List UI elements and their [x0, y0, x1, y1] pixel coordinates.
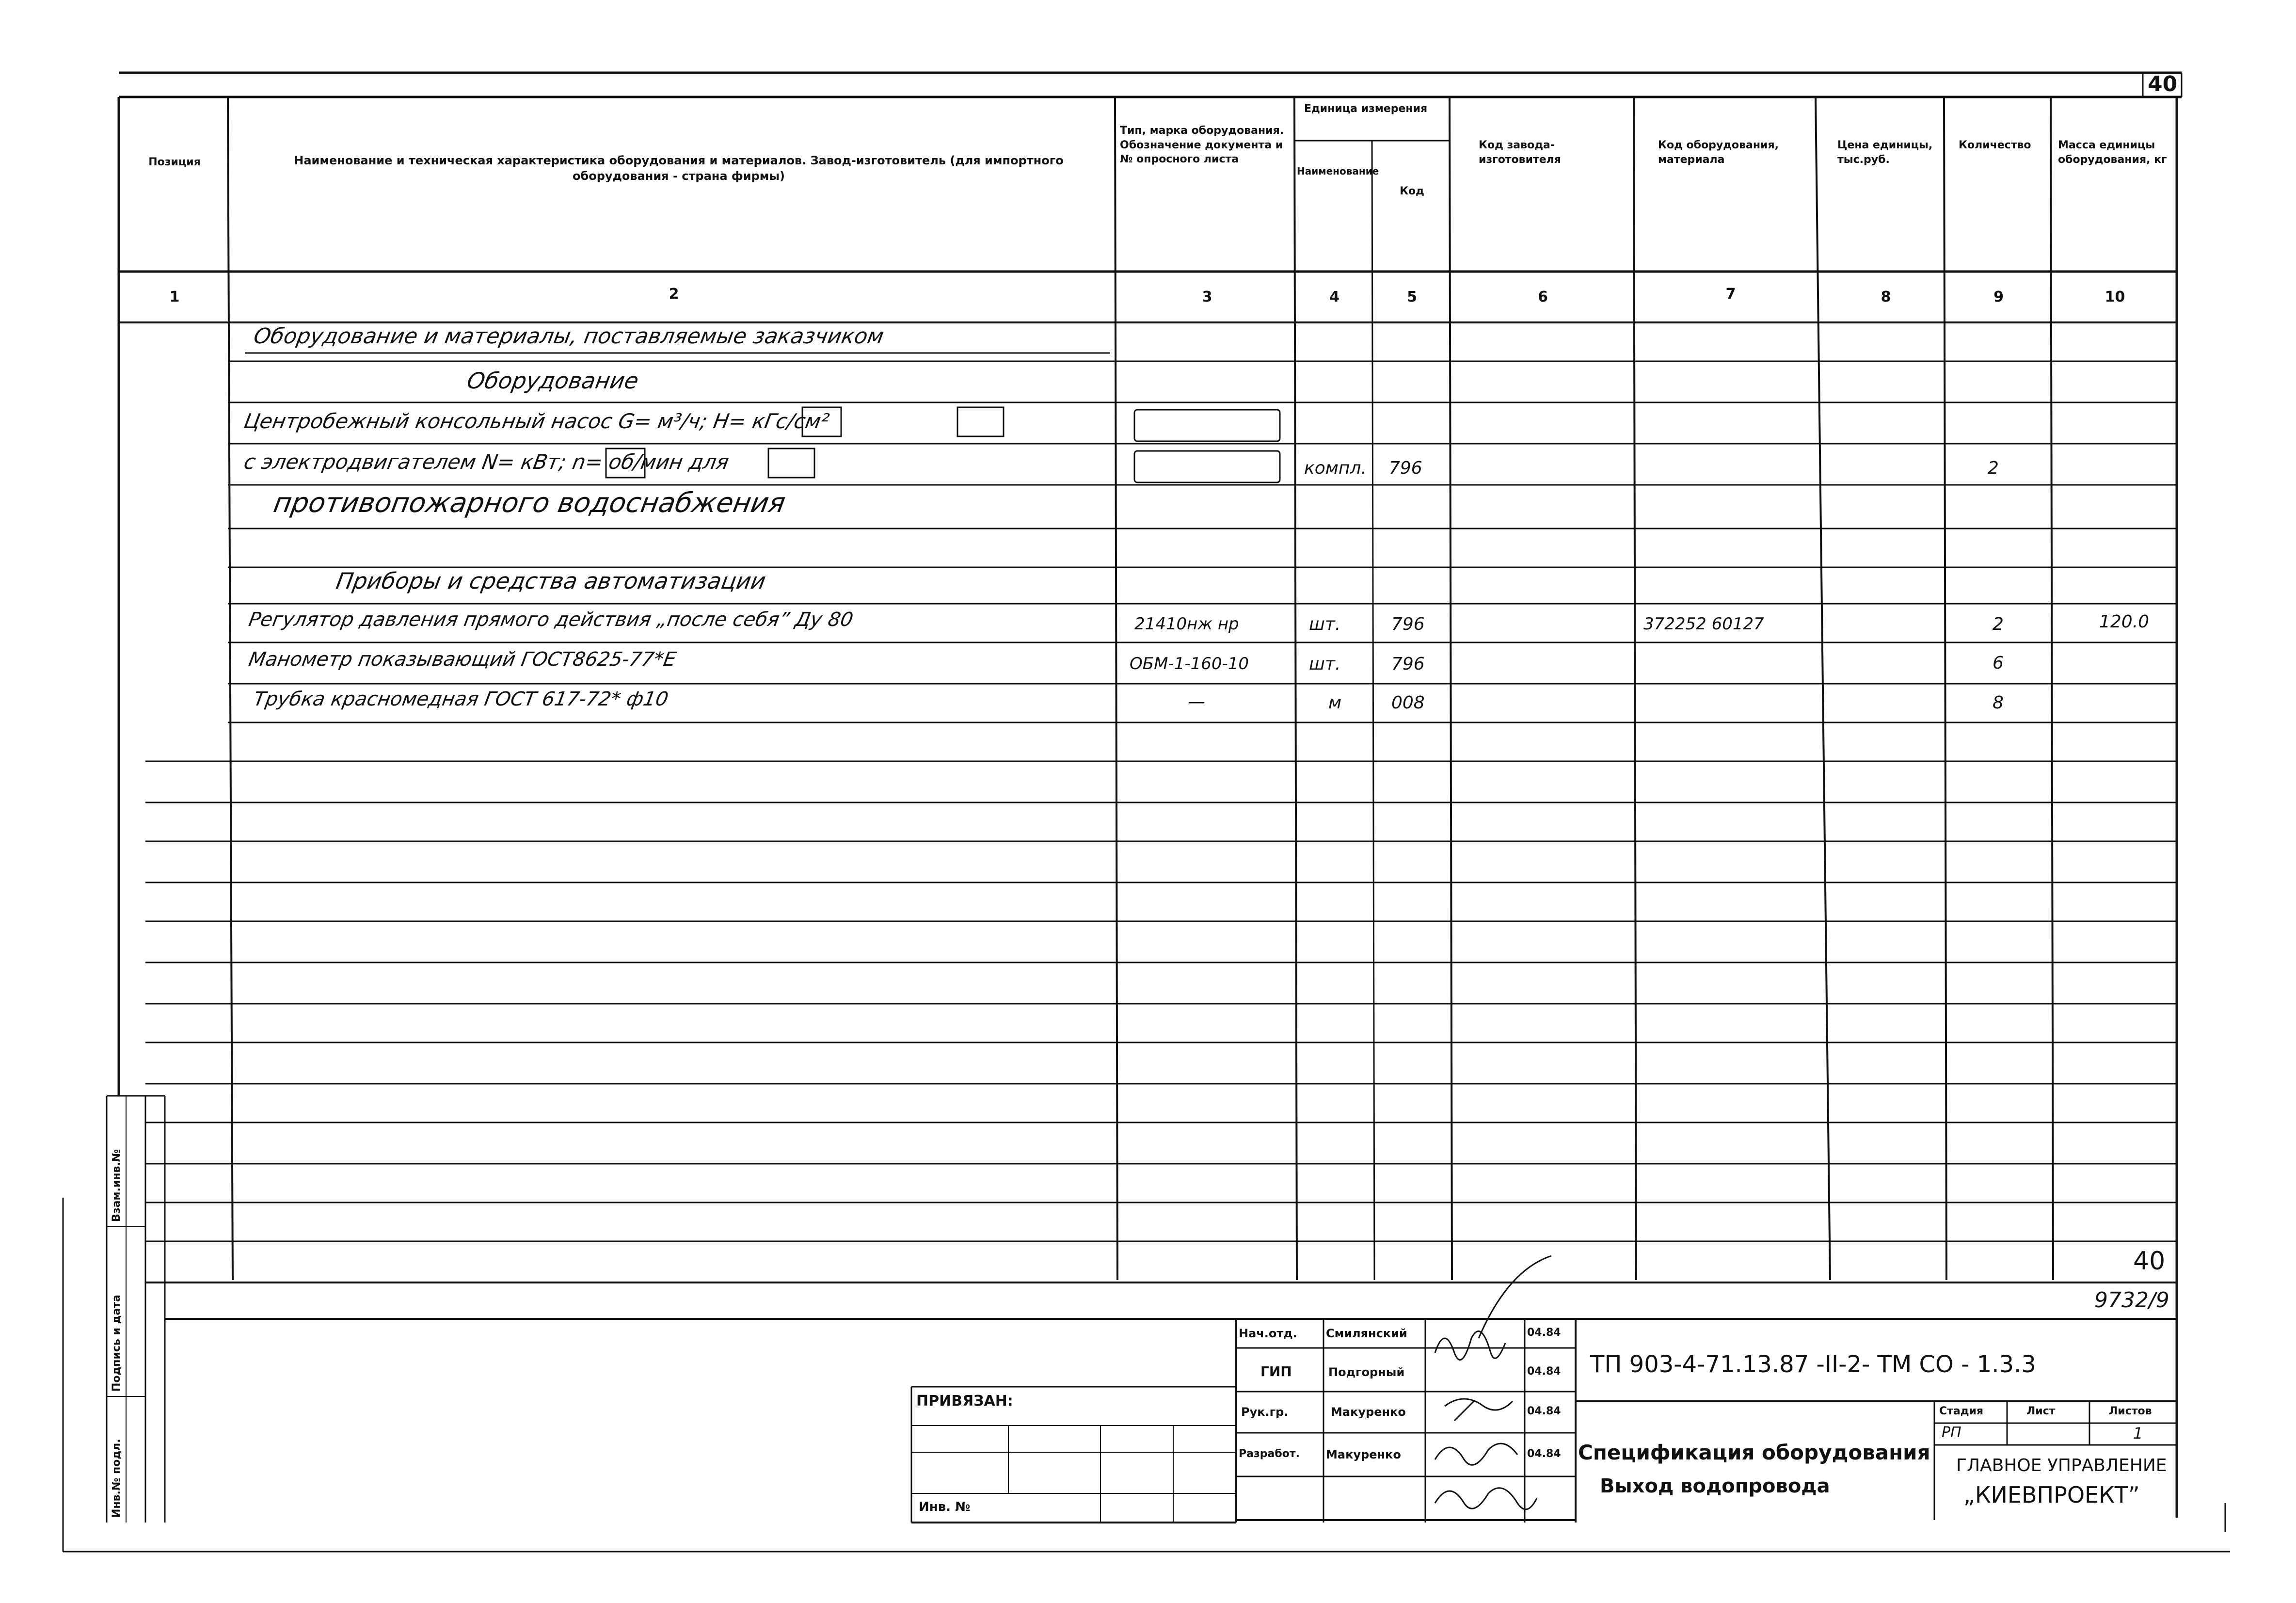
table-row: Регулятор давления прямого действия „после себя” Ду 80	[247, 609, 855, 631]
doc-designation: ТП 903-4-71.13.87 -II-2- ТМ СО - 1.3.3	[1590, 1351, 2036, 1378]
col-number: 3	[1202, 289, 1212, 305]
side-stamp-inv-original: Инв.№ подл.	[111, 1439, 123, 1518]
table-row: противопожарного водоснабжения	[271, 487, 788, 519]
doc-title-line2: Выход водопровода	[1600, 1475, 1830, 1497]
document-code: 9732/9	[2094, 1288, 2169, 1313]
header-plant-code: Код завода-изготовителя	[1479, 139, 1561, 166]
quantity-cell: 2	[1988, 458, 1999, 478]
side-stamp-signature-date: Подпись и дата	[111, 1295, 123, 1392]
unit-code-cell: 796	[1391, 614, 1425, 634]
sheets-label: Листов	[2109, 1405, 2152, 1417]
role-name: Макуренко	[1326, 1448, 1401, 1461]
subsection-heading: Приборы и средства автоматизации	[334, 568, 768, 594]
table-row: Трубка красномедная ГОСТ 617-72* ф10	[252, 688, 670, 710]
unit-cell: шт.	[1309, 614, 1341, 634]
role-label: Рук.гр.	[1241, 1405, 1289, 1419]
header-unit-group: Единица измерения	[1304, 103, 1428, 115]
header-unit-code: Код	[1400, 185, 1424, 197]
mass-cell: 120.0	[2099, 612, 2150, 632]
stage-value: РП	[1942, 1424, 1961, 1441]
side-stamp-replaced-inv: Взам.инв.№	[111, 1149, 123, 1222]
role-date: 04.84	[1527, 1448, 1561, 1460]
doc-title-line1: Спецификация оборудования	[1578, 1441, 1930, 1464]
role-date: 04.84	[1527, 1327, 1561, 1339]
col-number: 8	[1881, 289, 1891, 305]
sheets-value: 1	[2133, 1424, 2143, 1443]
col-number: 6	[1538, 289, 1548, 305]
material-code-cell: 372252 60127	[1643, 614, 1764, 634]
col-number: 2	[669, 286, 679, 303]
bottom-sheet-number: 40	[2133, 1247, 2166, 1276]
stage-label: Стадия	[1939, 1405, 1984, 1417]
role-label: ГИП	[1260, 1363, 1292, 1379]
type-cell: ОБМ-1-160-10	[1130, 654, 1249, 673]
role-name: Макуренко	[1331, 1405, 1406, 1419]
quantity-cell: 2	[1993, 614, 2004, 634]
header-position: Позиция	[148, 156, 201, 168]
top-sheet-number: 40	[2148, 72, 2178, 96]
col-number: 7	[1725, 286, 1736, 303]
org-line2: „КИЕВПРОЕКТ”	[1963, 1482, 2140, 1508]
header-quantity: Количество	[1959, 139, 2031, 151]
role-date: 04.84	[1527, 1405, 1561, 1417]
role-date: 04.84	[1527, 1365, 1561, 1378]
table-row: с электродвигателем N= кВт; n= об/мин для	[242, 450, 731, 474]
unit-cell: м	[1328, 693, 1342, 713]
role-name: Подгорный	[1328, 1365, 1405, 1379]
role-name: Смилянский	[1326, 1327, 1407, 1340]
section-heading: Оборудование и материалы, поставляемые заказчиком	[252, 324, 886, 349]
type-cell: 21410нж нр	[1134, 614, 1239, 634]
unit-code-cell: 796	[1389, 458, 1422, 478]
col-number: 10	[2105, 289, 2125, 305]
role-label: Разработ.	[1239, 1448, 1300, 1460]
unit-cell: компл.	[1304, 458, 1367, 478]
subsection-heading: Оборудование	[465, 368, 641, 394]
header-material-code: Код оборудования, материала	[1658, 139, 1779, 166]
privyazan-label: ПРИВЯЗАН:	[916, 1393, 1013, 1410]
header-type: Тип, марка оборудования. Обозначение документа и № опросного листа	[1120, 125, 1284, 166]
quantity-cell: 6	[1993, 653, 2004, 673]
header-price: Цена единицы, тыс.руб.	[1837, 139, 1933, 166]
col-number: 9	[1993, 289, 2004, 305]
col-number: 4	[1329, 289, 1339, 305]
quantity-cell: 8	[1993, 693, 2004, 713]
col-number: 5	[1407, 289, 1417, 305]
header-mass: Масса единицы оборудования, кг	[2058, 139, 2167, 166]
role-label: Нач.отд.	[1239, 1327, 1297, 1340]
inv-label: Инв. №	[919, 1500, 971, 1514]
unit-cell: шт.	[1309, 654, 1341, 674]
unit-code-cell: 796	[1391, 654, 1425, 674]
col-number: 1	[169, 289, 180, 305]
type-cell: —	[1188, 692, 1205, 712]
sheet-label: Лист	[2026, 1405, 2056, 1417]
org-line1: ГЛАВНОЕ УПРАВЛЕНИЕ	[1956, 1456, 2167, 1475]
table-row: Центробежный консольный насос G= м³/ч; H= кГс/см²	[242, 409, 831, 433]
table-row: Манометр показывающий ГОСТ8625-77*Е	[247, 648, 678, 671]
unit-code-cell: 008	[1391, 693, 1425, 713]
header-name: Наименование и техническая характеристика оборудования и материалов. Завод-изготовитель (для импортного оборудования - страна фирмы)	[294, 154, 1064, 183]
header-unit-name: Наименование	[1297, 165, 1379, 177]
